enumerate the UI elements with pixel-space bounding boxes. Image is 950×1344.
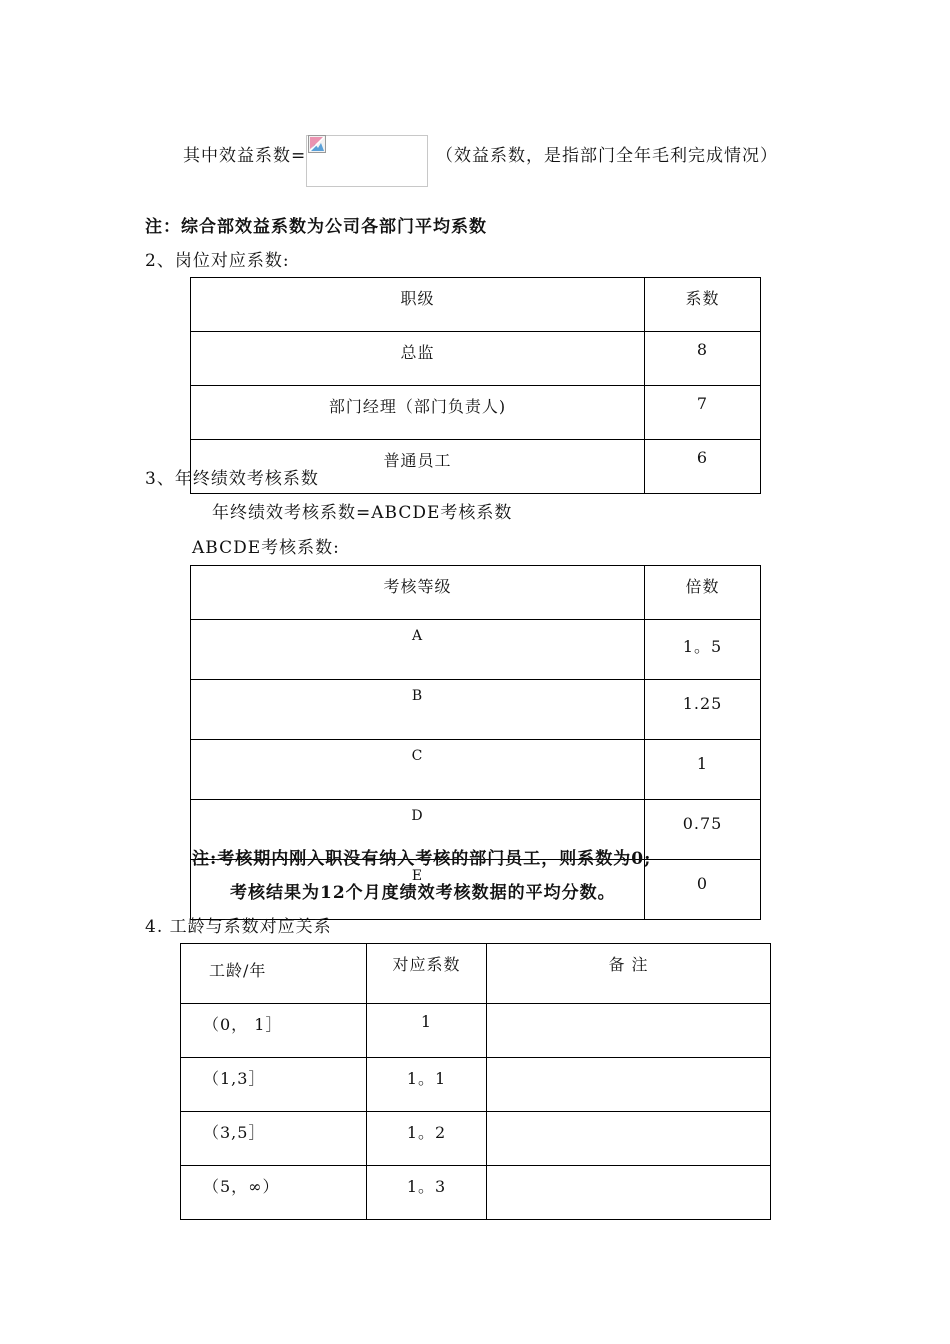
table-header-row [191,278,761,332]
cell-coefficient: 1 [367,1004,487,1058]
section3-title: 3、年终绩效考核系数 [145,469,319,489]
header-multiplier: 倍数 [645,566,761,620]
table-row [181,1112,771,1166]
section4-title: 4. 工龄与系数对应关系 [145,917,332,937]
cell-multiplier: 1。5 [645,620,761,680]
cell-coefficient: 6 [645,440,761,494]
cell-grade: A [191,620,645,680]
table-row [191,740,761,800]
cell-seniority: （5，∞） [181,1166,367,1220]
section3-note-line2: 考核结果为12个月度绩效考核数据的平均分数。 [230,883,616,903]
broken-image-icon [308,135,326,153]
formula-note: （效益系数，是指部门全年毛利完成情况） [436,146,778,166]
table-header-row [191,566,761,620]
cell-coefficient: 1。2 [367,1112,487,1166]
cell-coefficient: 8 [645,332,761,386]
cell-remarks [487,1004,771,1058]
table-row [191,386,761,440]
header-rank: 职级 [191,278,645,332]
cell-multiplier: 0.75 [645,800,761,860]
cell-rank: 部门经理（部门负责人) [191,386,645,440]
cell-remarks [487,1112,771,1166]
cell-remarks [487,1166,771,1220]
cell-remarks [487,1058,771,1112]
section3-note-line1: 注:考核期内刚入职没有纳入考核的部门员工，则系数为0; [192,849,652,869]
cell-grade: E [191,860,645,920]
table-row [181,1058,771,1112]
section2-title: 2、岗位对应系数: [145,251,290,271]
cell-seniority: （3,5］ [181,1112,367,1166]
table-row [191,680,761,740]
position-coefficient-table [190,277,761,494]
cell-grade: B [191,680,645,740]
table-header-row [181,944,771,1004]
table-row [191,620,761,680]
header-remarks: 备 注 [487,944,771,1004]
cell-coefficient: 1。3 [367,1166,487,1220]
table-row [181,1004,771,1058]
cell-rank: 总监 [191,332,645,386]
header-seniority: 工龄/年 [181,944,367,1004]
cell-coefficient: 1。1 [367,1058,487,1112]
cell-multiplier: 0 [645,860,761,920]
section3-formula: 年终绩效考核系数=ABCDE考核系数 [212,503,513,523]
cell-seniority: （1,3］ [181,1058,367,1112]
cell-grade: D [191,800,645,860]
cell-seniority: （0， 1］ [181,1004,367,1058]
table-row [191,332,761,386]
header-grade: 考核等级 [191,566,645,620]
formula-prefix: 其中效益系数= [183,146,307,166]
header-coefficient: 系数 [645,278,761,332]
table-row [181,1166,771,1220]
cell-multiplier: 1.25 [645,680,761,740]
header-coefficient: 对应系数 [367,944,487,1004]
section3-subtitle: ABCDE考核系数: [192,538,340,558]
cell-rank: 普通员工 [191,440,645,494]
cell-multiplier: 1 [645,740,761,800]
cell-coefficient: 7 [645,386,761,440]
cell-grade: C [191,740,645,800]
seniority-coefficient-table [180,943,771,1220]
note-composite-dept: 注：综合部效益系数为公司各部门平均系数 [145,217,487,237]
